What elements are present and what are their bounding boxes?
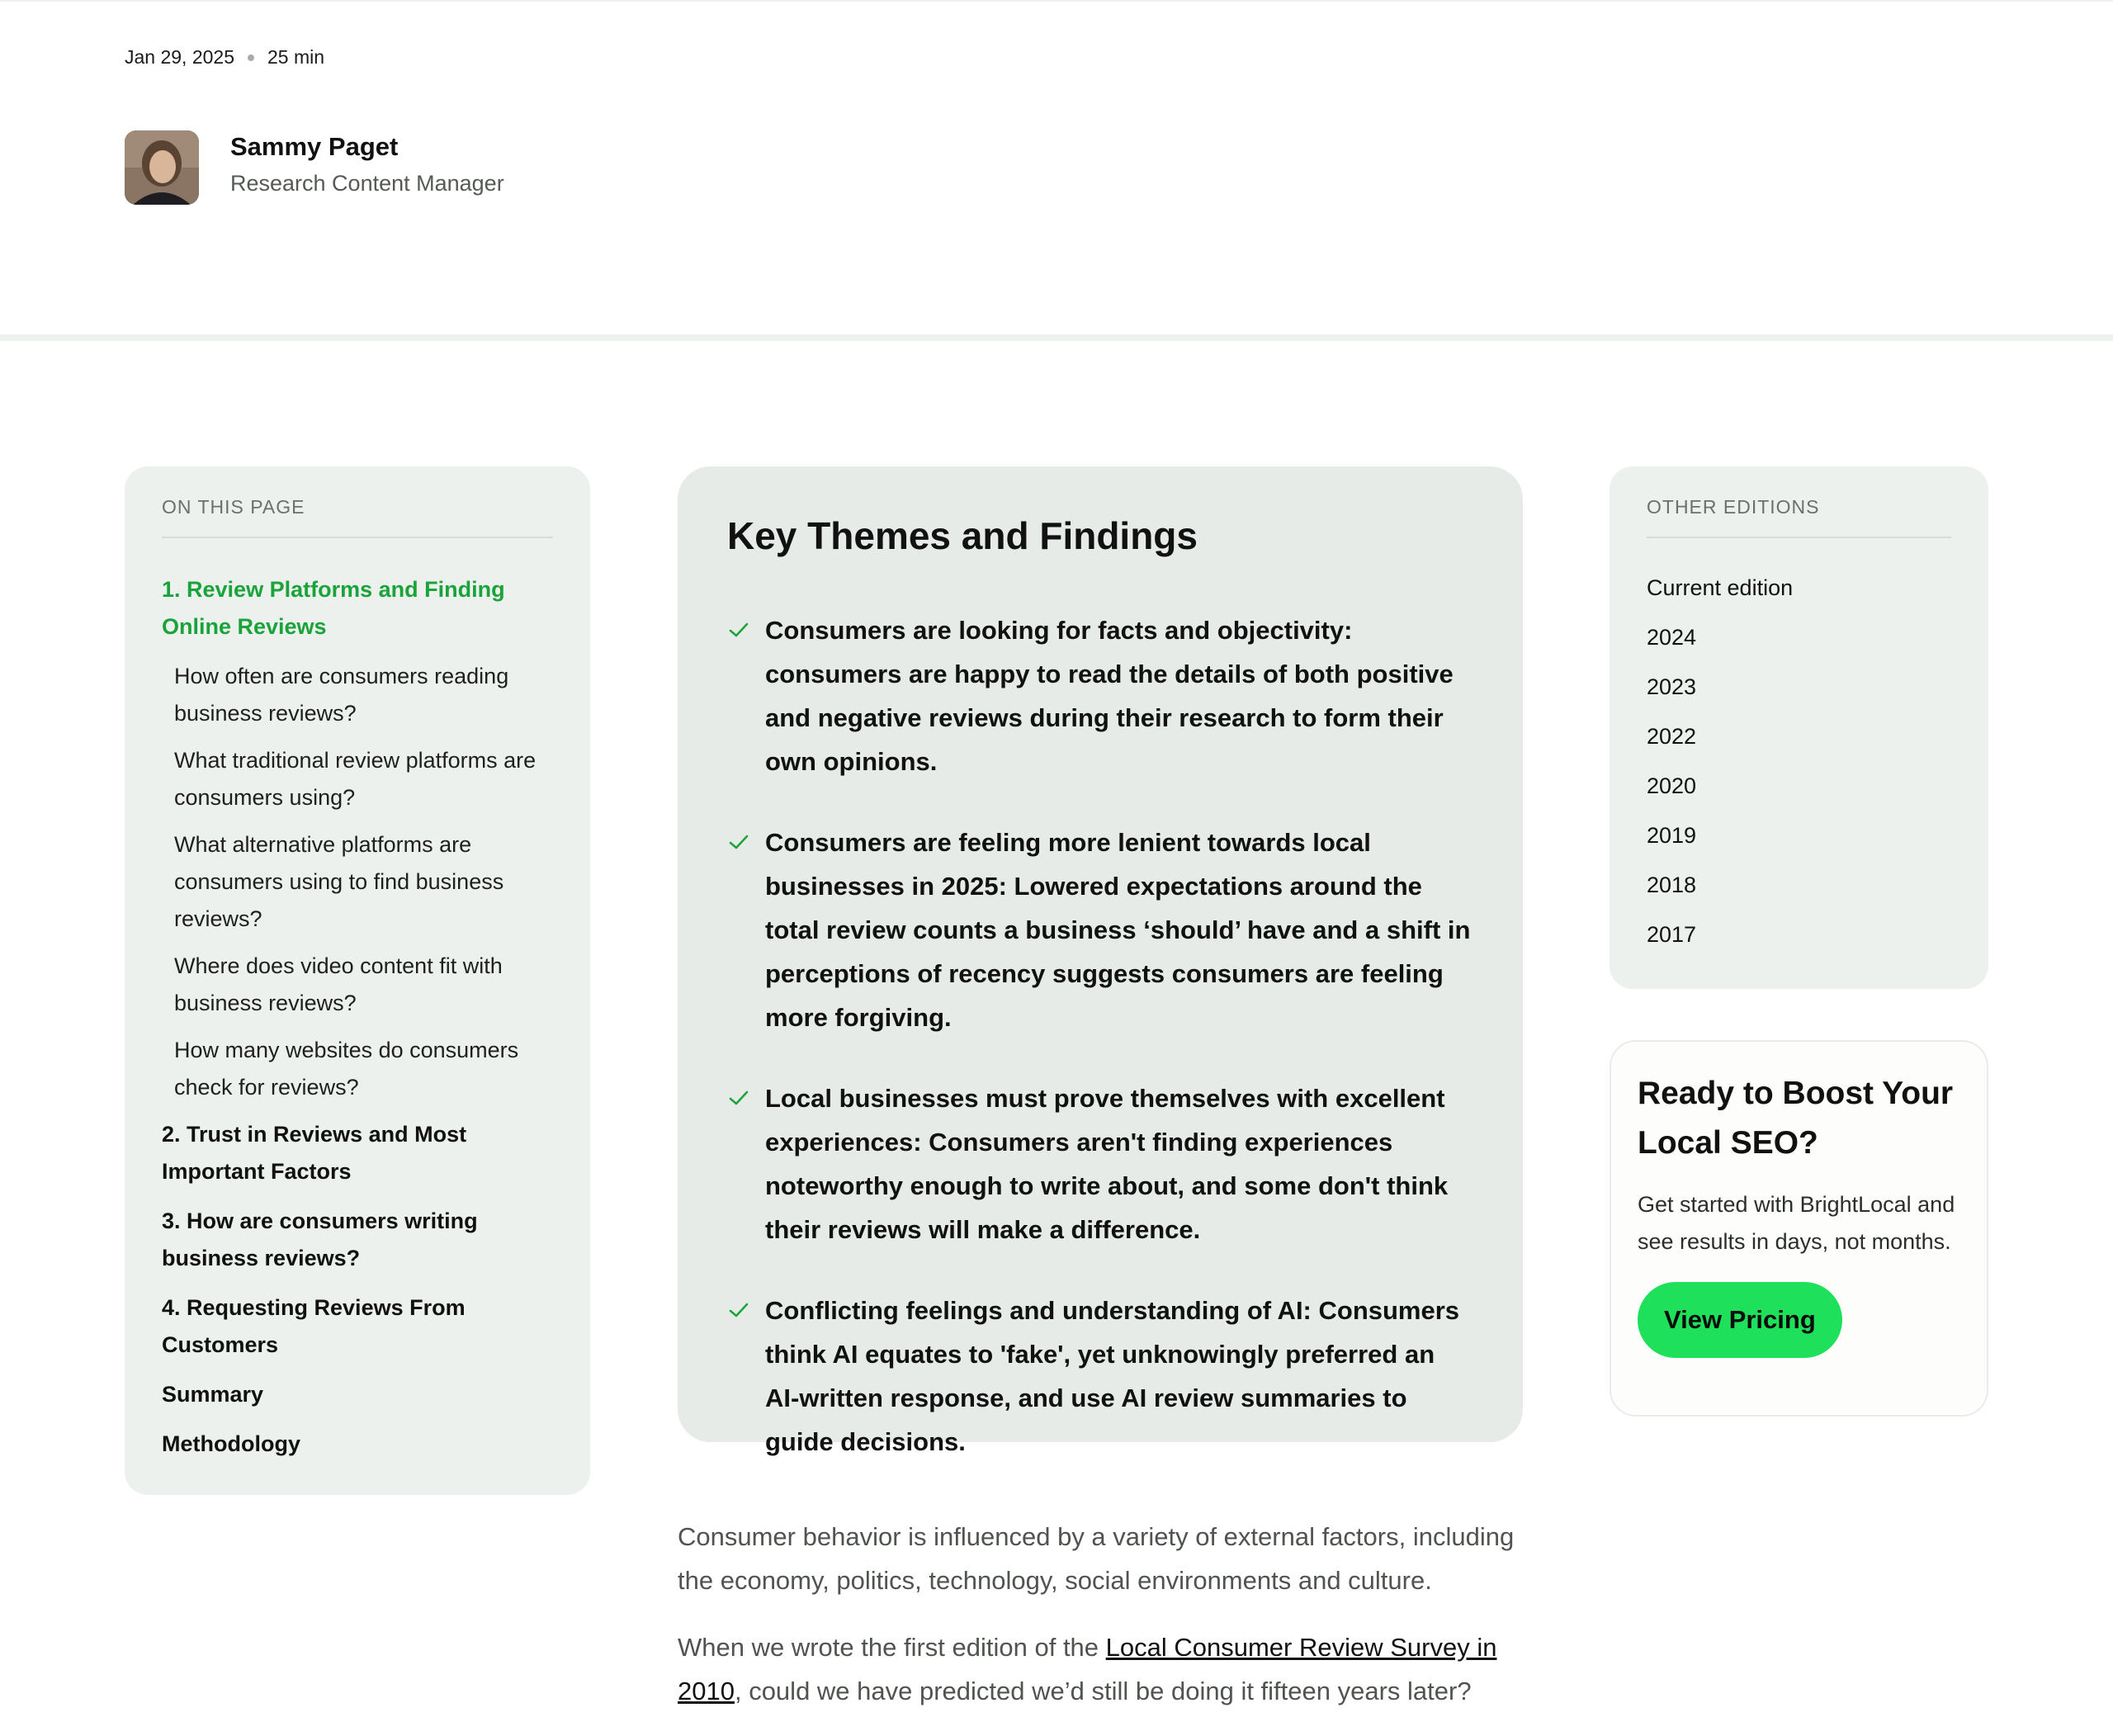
toc-item-review-platforms[interactable]: 1. Review Platforms and Finding Online Reviews — [162, 577, 505, 639]
toc-subitem-traditional-platforms[interactable]: What traditional review platforms are consumers using? — [174, 748, 537, 810]
author-role: Research Content Manager — [230, 171, 504, 196]
finding-item — [727, 1289, 1473, 1464]
table-of-contents — [125, 466, 590, 1495]
finding-item — [727, 608, 1473, 783]
body-paragraph: Consumer behavior is influenced by a variety of external factors, including the economy, politics, technology, social environments and culture. — [678, 1522, 1515, 1595]
edition-2017[interactable]: 2017 — [1647, 922, 1697, 947]
toc-item-writing-reviews[interactable]: 3. How are consumers writing business reviews? — [162, 1209, 478, 1270]
check-icon — [727, 1086, 750, 1109]
avatar[interactable] — [125, 130, 199, 205]
toc-item-methodology[interactable]: Methodology — [162, 1431, 300, 1456]
article-body — [678, 1515, 1528, 1736]
cta-card — [1610, 1040, 1988, 1417]
body-text-segment: When we wrote the first edition of the — [678, 1633, 1106, 1662]
findings-list — [727, 608, 1473, 1464]
body-text-segment: , could we have predicted we’d still be doing it fifteen years later? — [734, 1677, 1472, 1705]
other-editions-panel — [1610, 466, 1988, 989]
toc-subitem-alternative-platforms[interactable]: What alternative platforms are consumers using to find business reviews? — [174, 832, 504, 931]
finding-item — [727, 821, 1473, 1039]
toc-item-summary[interactable]: Summary — [162, 1382, 264, 1407]
edition-2023[interactable]: 2023 — [1647, 674, 1697, 699]
check-icon — [727, 830, 750, 854]
article-meta — [125, 46, 324, 69]
survey-2010-link[interactable]: Local Consumer Review Survey in 2010 — [678, 1633, 1497, 1705]
key-themes-title: Key Themes and Findings — [727, 514, 1198, 557]
finding-text: Consumers are feeling more lenient towards local businesses in 2025: Lowered expectations around the total review counts a business ‘should’ have and a shift in perceptions of recency suggests consumers are feeling more forgiving. — [765, 828, 1471, 1032]
editions-heading: OTHER EDITIONS — [1647, 496, 1951, 538]
finding-text: Consumers are looking for facts and objectivity: consumers are happy to read the details of both positive and negative reviews during their research to form their own opinions. — [765, 616, 1454, 776]
edition-2019[interactable]: 2019 — [1647, 823, 1697, 848]
author-block — [125, 130, 504, 205]
toc-subitem-video-content[interactable]: Where does video content fit with business reviews? — [174, 953, 503, 1015]
avatar-portrait-icon — [125, 130, 199, 205]
author-name[interactable]: Sammy Paget — [230, 132, 399, 161]
edition-2022[interactable]: 2022 — [1647, 724, 1697, 749]
toc-subitem-how-often[interactable]: How often are consumers reading business reviews? — [174, 664, 509, 726]
edition-2020[interactable]: 2020 — [1647, 773, 1697, 798]
publish-date: Jan 29, 2025 — [125, 46, 235, 68]
section-divider — [0, 334, 2113, 341]
finding-text: Local businesses must prove themselves with excellent experiences: Consumers aren't finding experiences noteworthy enough to write about, and some don't think their reviews will make a difference. — [765, 1084, 1449, 1244]
editions-list — [1647, 571, 1951, 951]
top-rule — [0, 0, 2113, 2]
finding-item — [727, 1076, 1473, 1251]
cta-title: Ready to Boost Your Local SEO? — [1638, 1076, 1954, 1161]
view-pricing-button[interactable]: View Pricing — [1638, 1282, 1842, 1358]
edition-current[interactable]: Current edition — [1647, 575, 1794, 600]
key-themes-card — [678, 466, 1523, 1456]
check-icon — [727, 1298, 750, 1322]
separator-dot — [248, 54, 254, 61]
body-paragraph — [678, 1625, 1528, 1713]
check-icon — [727, 618, 750, 641]
toc-list — [162, 571, 553, 1463]
read-time: 25 min — [267, 46, 325, 68]
finding-text: Conflicting feelings and understanding of AI: Consumers think AI equates to 'fake', yet unknowingly preferred an AI-written response, and use AI review summaries to guide decisions. — [765, 1296, 1460, 1456]
toc-item-requesting-reviews[interactable]: 4. Requesting Reviews From Customers — [162, 1295, 466, 1357]
edition-2018[interactable]: 2018 — [1647, 873, 1697, 897]
toc-heading: ON THIS PAGE — [162, 496, 553, 538]
cta-text: Get started with BrightLocal and see results in days, not months. — [1638, 1192, 1955, 1254]
edition-2024[interactable]: 2024 — [1647, 625, 1697, 650]
toc-item-trust[interactable]: 2. Trust in Reviews and Most Important Factors — [162, 1122, 467, 1184]
toc-subitem-how-many-websites[interactable]: How many websites do consumers check for reviews? — [174, 1038, 519, 1100]
